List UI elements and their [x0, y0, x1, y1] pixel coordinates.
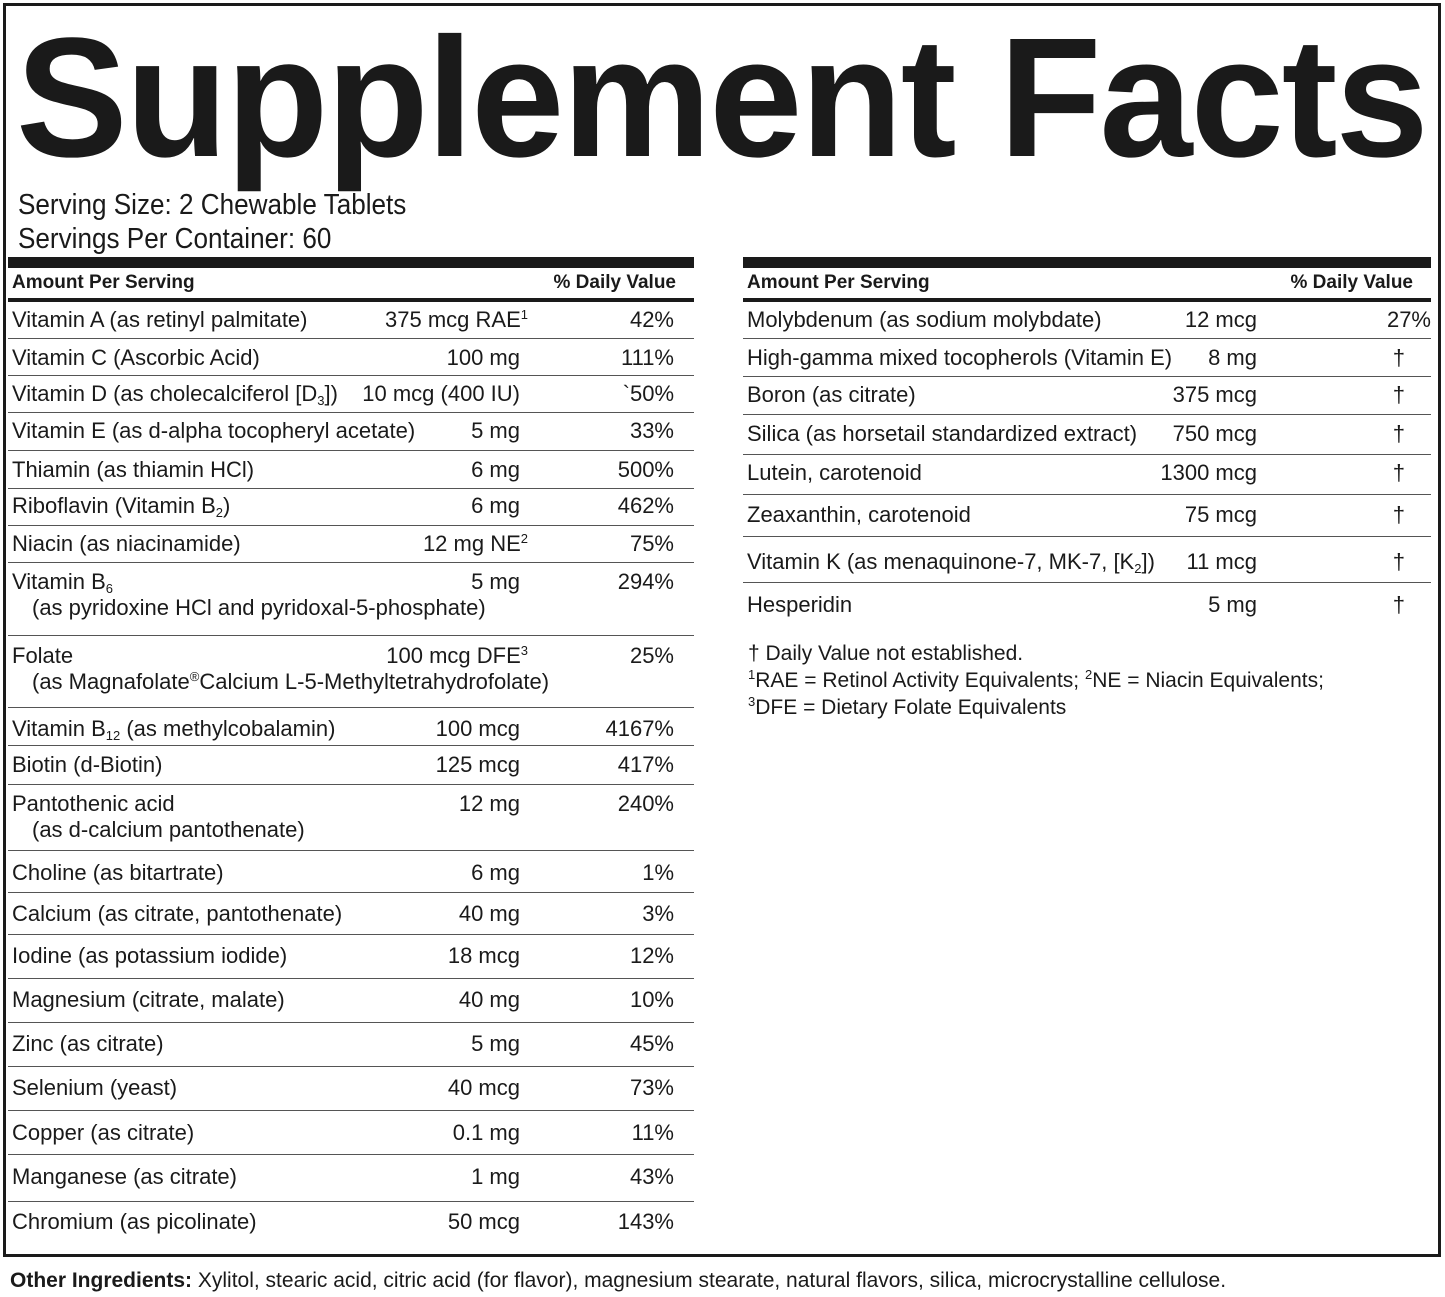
nutrient-name: Folate [12, 643, 74, 668]
nutrient-amount [436, 752, 520, 778]
nutrient-name: Biotin (d-Biotin) [12, 752, 163, 777]
right-rows [743, 302, 1431, 625]
nutrient-form-part: Calcium L-5-Methyltetrahydrofolate) [199, 669, 550, 694]
nutrient-name: Copper (as citrate) [12, 1120, 195, 1145]
nutrient-amount [386, 643, 528, 669]
nutrient-name-subscript: 3 [317, 393, 325, 408]
table-row [8, 636, 694, 708]
nutrient-name-subscript: 2 [215, 505, 224, 520]
table-row [8, 489, 694, 526]
nutrient-name: Calcium (as citrate, pantothenate) [12, 901, 343, 926]
daily-value: 240% [617, 791, 674, 816]
table-row [8, 563, 694, 636]
nutrient-name [12, 569, 113, 595]
amount-per-serving-header: Amount Per Serving [12, 272, 195, 293]
nutrient-name: Magnesium (citrate, malate) [12, 987, 285, 1012]
amount-value: 6 mg [471, 860, 520, 885]
serving-size: Serving Size: 2 Chewable Tablets [18, 189, 407, 221]
table-row [743, 455, 1431, 495]
amount-value: 11 mcg [1186, 549, 1257, 574]
amount-value: 75 mcg [1184, 502, 1257, 527]
daily-value: † [1392, 460, 1405, 485]
nutrient-name-part: ]) [1141, 549, 1155, 574]
nutrient-name: Chromium (as picolinate) [12, 1209, 257, 1234]
table-row [8, 376, 694, 413]
table-row [8, 1155, 694, 1202]
daily-value: 111% [620, 345, 674, 370]
nutrient-amount [436, 716, 520, 742]
nutrient-amount [1173, 421, 1257, 447]
nutrient-name: Thiamin (as thiamin HCl) [12, 457, 255, 482]
nutrient-name-part: ]) [324, 381, 338, 406]
nutrient-amount [1160, 460, 1257, 486]
amount-per-serving-header: Amount Per Serving [747, 272, 930, 293]
daily-value: † [1392, 592, 1405, 617]
daily-value: 42% [629, 307, 674, 332]
amount-value: 100 mcg [435, 716, 520, 741]
daily-value: 4167% [605, 716, 674, 741]
table-row [8, 413, 694, 451]
other-ingredients [10, 1267, 1226, 1295]
nutrient-name: Choline (as bitartrate) [12, 860, 224, 885]
table-row [743, 537, 1431, 583]
nutrient-name: Molybdenum (as sodium molybdate) [747, 307, 1102, 332]
nutrient-amount [423, 531, 528, 557]
nutrient-amount [1186, 549, 1257, 575]
nutrient-name: Vitamin A (as retinyl palmitate) [12, 307, 308, 332]
amount-value: 40 mcg [447, 1075, 520, 1100]
footnote-dagger: † Daily Value not established. [748, 642, 1024, 665]
nutrient-amount [1185, 307, 1257, 333]
daily-value: 73% [629, 1075, 674, 1100]
amount-footnote-ref: 1 [520, 307, 528, 322]
table-row [8, 979, 694, 1023]
nutrient-amount [448, 1209, 520, 1235]
nutrient-name [12, 493, 230, 519]
nutrient-name-part: Riboflavin (Vitamin B [12, 493, 216, 518]
nutrient-form: (as d-calcium pantothenate) [32, 817, 305, 842]
daily-value-header: % Daily Value [1290, 272, 1413, 293]
nutrient-name: High-gamma mixed tocopherols (Vitamin E) [747, 345, 1173, 370]
footnote-rae-ne: $^1$RAE = Retinol Activity Equivalents; $^2$NE = Niacin Equivalents; [748, 667, 1324, 692]
table-row [8, 746, 694, 785]
daily-value: 12% [629, 943, 674, 968]
nutrient-amount [471, 860, 520, 886]
amount-value: 750 mcg [1172, 421, 1257, 446]
nutrient-name-subscript: 6 [105, 581, 113, 596]
nutrient-name [12, 716, 335, 742]
daily-value: 3% [642, 901, 674, 926]
nutrient-name: Hesperidin [747, 592, 853, 617]
nutrient-amount [448, 943, 520, 969]
left-nutrient-table [8, 257, 694, 1246]
daily-value: 1% [642, 860, 674, 885]
amount-value: 5 mg [471, 418, 520, 443]
nutrient-amount [459, 987, 520, 1013]
table-row [8, 339, 694, 376]
amount-value: 100 mg [446, 345, 520, 370]
nutrient-name: Manganese (as citrate) [12, 1164, 237, 1189]
nutrient-amount [448, 1075, 520, 1101]
table-row [743, 415, 1431, 455]
nutrient-name-subscript: 12 [105, 728, 121, 743]
daily-value: † [1392, 382, 1405, 407]
table-top-bar [8, 257, 694, 268]
amount-value: 5 mg [471, 1031, 520, 1056]
amount-value: 40 mg [458, 987, 520, 1012]
nutrient-name-subscript: 2 [1134, 561, 1142, 576]
nutrient-name-part: Vitamin B [12, 716, 106, 741]
nutrient-amount [1173, 382, 1257, 408]
daily-value: 27% [1386, 307, 1431, 332]
left-rows [8, 302, 694, 1246]
nutrient-form-part: (as Magnafolate [32, 669, 190, 694]
daily-value: 462% [617, 493, 674, 518]
nutrient-name-part: (as methylcobalamin) [120, 716, 336, 741]
daily-value: 294% [617, 569, 674, 594]
table-row [8, 893, 694, 935]
amount-value: 1300 mcg [1160, 460, 1257, 485]
daily-value: 10% [629, 987, 674, 1012]
table-row [8, 1023, 694, 1067]
nutrient-amount [471, 418, 520, 444]
daily-value: 417% [617, 752, 674, 777]
nutrient-name: Silica (as horsetail standardized extract) [747, 421, 1138, 446]
amount-footnote-ref: 2 [520, 531, 528, 546]
nutrient-form [32, 669, 549, 695]
nutrient-name: Zinc (as citrate) [12, 1031, 164, 1056]
amount-value: 6 mg [471, 457, 520, 482]
daily-value: 75% [629, 531, 674, 556]
daily-value: † [1392, 502, 1405, 527]
amount-value: 10 mcg (400 IU) [362, 381, 520, 406]
amount-value: 375 mcg RAE [385, 307, 521, 332]
daily-value: 143% [617, 1209, 674, 1234]
amount-value: 0.1 mg [452, 1120, 520, 1145]
daily-value: † [1392, 549, 1405, 574]
nutrient-name-part: ) [223, 493, 231, 518]
footnotes [748, 640, 1324, 721]
nutrient-name-part: Vitamin D (as cholecalciferol [D [12, 381, 318, 406]
table-row [743, 302, 1431, 339]
amount-value: 1 mg [471, 1164, 520, 1189]
amount-value: 18 mcg [447, 943, 520, 968]
table-header [743, 268, 1431, 298]
nutrient-name [12, 381, 338, 407]
page-title: Supplement Facts [16, 3, 1427, 193]
other-ingredients-text: Xylitol, stearic acid, citric acid (for flavor), magnesium stearate, natural flavors, silica, microcrystalline cellulose. [192, 1269, 1227, 1292]
table-row [8, 708, 694, 746]
nutrient-amount [471, 1164, 520, 1190]
table-row [8, 1111, 694, 1155]
nutrient-name: Lutein, carotenoid [747, 460, 922, 485]
nutrient-amount [1185, 502, 1257, 528]
nutrient-amount [1208, 345, 1257, 371]
amount-value: 12 mg [458, 791, 520, 816]
table-row [8, 785, 694, 851]
amount-value: 12 mg NE [422, 531, 521, 556]
table-header [8, 268, 694, 298]
amount-value: 40 mg [458, 901, 520, 926]
amount-value: 375 mcg [1172, 382, 1257, 407]
nutrient-amount [385, 307, 528, 333]
amount-value: 12 mcg [1184, 307, 1257, 332]
table-row [743, 377, 1431, 415]
nutrient-name: Selenium (yeast) [12, 1075, 178, 1100]
nutrient-name: Iodine (as potassium iodide) [12, 943, 288, 968]
nutrient-form: (as pyridoxine HCl and pyridoxal-5-phosphate) [32, 595, 486, 620]
nutrient-amount [447, 345, 520, 371]
other-ingredients-label: Other Ingredients: [10, 1269, 193, 1292]
footnote-dfe: $^3$DFE = Dietary Folate Equivalents [748, 694, 1067, 719]
amount-footnote-ref: 3 [520, 643, 528, 658]
daily-value: 25% [629, 643, 674, 668]
table-row [8, 526, 694, 563]
nutrient-amount [459, 791, 520, 817]
nutrient-name-part: Vitamin K (as menaquinone-7, MK-7, [K [747, 549, 1135, 574]
nutrient-name: Vitamin C (Ascorbic Acid) [12, 345, 260, 370]
nutrient-name: Pantothenic acid [12, 791, 175, 816]
daily-value: † [1392, 421, 1405, 446]
amount-value: 5 mg [471, 569, 520, 594]
amount-value: 100 mcg DFE [386, 643, 521, 668]
nutrient-name-part: Vitamin B [12, 569, 106, 594]
nutrient-name: Zeaxanthin, carotenoid [747, 502, 971, 527]
amount-value: 8 mg [1208, 345, 1257, 370]
table-row [8, 451, 694, 489]
nutrient-amount [471, 569, 520, 595]
daily-value: 500% [617, 457, 674, 482]
nutrient-name: Vitamin E (as d-alpha tocopheryl acetate) [12, 418, 416, 443]
nutrient-amount [459, 901, 520, 927]
daily-value: † [1392, 345, 1405, 370]
table-row [8, 935, 694, 979]
amount-value: 5 mg [1208, 592, 1257, 617]
table-row [743, 339, 1431, 377]
nutrient-amount [1208, 592, 1257, 618]
amount-value: 50 mcg [447, 1209, 520, 1234]
table-top-bar [743, 257, 1431, 268]
daily-value: 43% [629, 1164, 674, 1189]
nutrient-amount [471, 1031, 520, 1057]
amount-value: 6 mg [471, 493, 520, 518]
nutrient-amount [453, 1120, 520, 1146]
nutrient-amount [471, 457, 520, 483]
table-row [8, 1067, 694, 1111]
table-row [743, 495, 1431, 537]
right-nutrient-table [743, 257, 1431, 625]
nutrient-name: Niacin (as niacinamide) [12, 531, 241, 556]
table-row [8, 1202, 694, 1246]
registered-mark: ® [189, 669, 200, 684]
amount-value: 125 mcg [435, 752, 520, 777]
daily-value: 45% [629, 1031, 674, 1056]
servings-per-container: Servings Per Container: 60 [18, 223, 332, 255]
table-row [743, 583, 1431, 625]
nutrient-amount [471, 493, 520, 519]
nutrient-name [747, 549, 1155, 575]
nutrient-amount [362, 381, 520, 407]
daily-value-header: % Daily Value [553, 272, 676, 293]
daily-value: 33% [629, 418, 674, 443]
table-row [8, 851, 694, 893]
daily-value: 11% [631, 1120, 674, 1145]
daily-value: `50% [622, 381, 674, 406]
table-row [8, 302, 694, 339]
nutrient-name: Boron (as citrate) [747, 382, 916, 407]
